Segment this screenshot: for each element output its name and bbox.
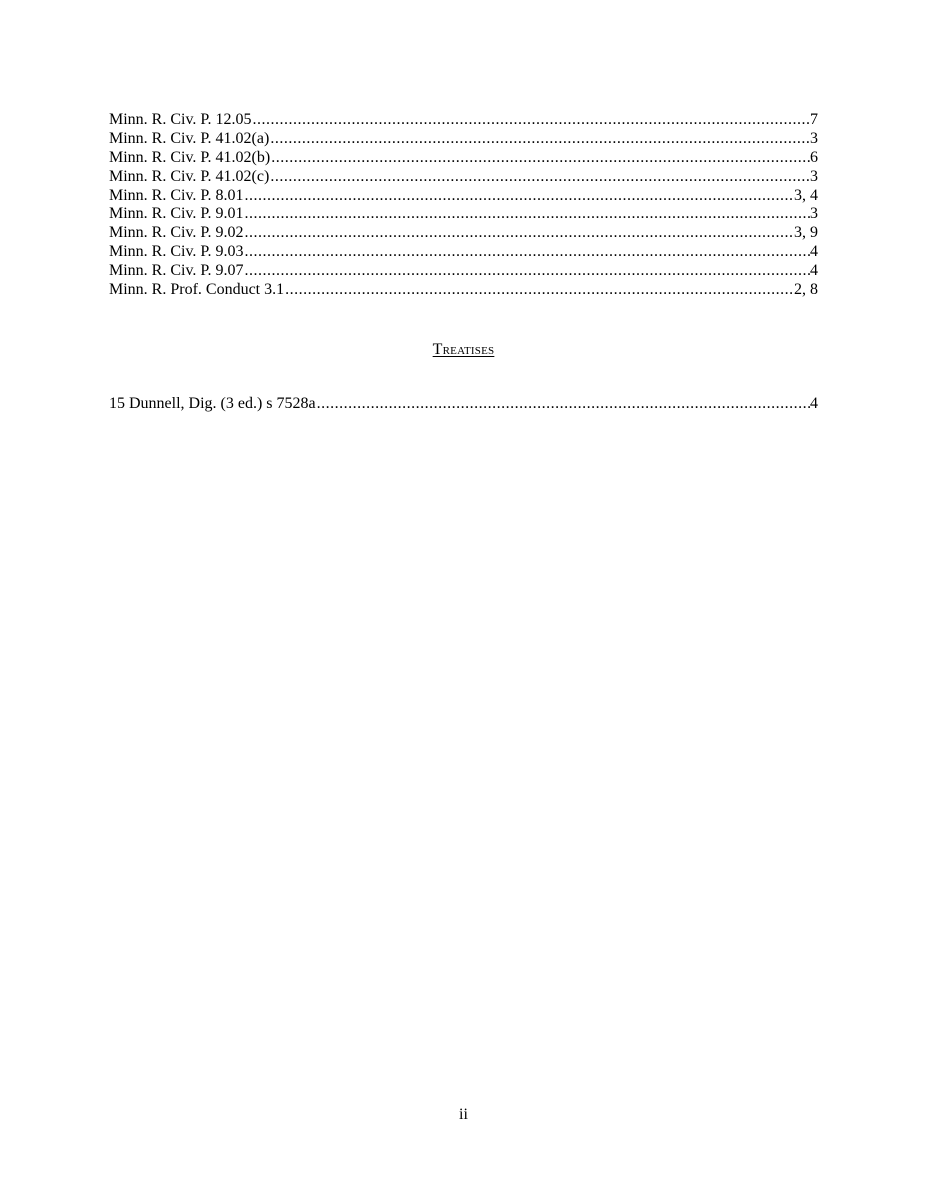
page-reference: 3	[810, 167, 818, 185]
toc-entry	[109, 168, 818, 187]
citation-label: Minn. R. Civ. P. 9.02	[109, 224, 244, 242]
dot-leader	[244, 224, 794, 243]
page-reference: 6	[810, 148, 818, 166]
toc-entry	[109, 243, 818, 262]
citation-label: Minn. R. Civ. P. 9.07	[109, 262, 244, 280]
section-heading-text: Treatises	[432, 341, 495, 358]
dot-leader	[316, 395, 810, 414]
treatises-authority-list	[109, 395, 818, 414]
toc-entry	[109, 187, 818, 206]
dot-leader	[244, 187, 794, 206]
page-reference: 7	[810, 111, 818, 128]
toc-entry	[109, 262, 818, 281]
dot-leader	[269, 168, 810, 187]
toc-entry	[109, 149, 818, 168]
page-number: ii	[459, 1106, 468, 1123]
citation-label: Minn. R. Civ. P. 9.01	[109, 205, 244, 223]
citation-label: Minn. R. Civ. P. 41.02(c)	[109, 167, 270, 185]
rules-authority-list	[109, 111, 818, 300]
dot-leader	[284, 281, 794, 300]
page-reference: 3, 4	[794, 186, 818, 204]
page-reference: 3	[810, 129, 818, 147]
toc-entry	[109, 205, 818, 224]
citation-label: 15 Dunnell, Dig. (3 ed.) s 7528a	[109, 395, 316, 412]
dot-leader	[244, 243, 810, 262]
dot-leader	[252, 111, 810, 130]
toc-entry	[109, 395, 818, 414]
citation-label: Minn. R. Civ. P. 8.01	[109, 186, 244, 204]
citation-label: Minn. R. Civ. P. 9.03	[109, 243, 244, 261]
dot-leader	[269, 130, 810, 149]
page-reference: 2, 8	[794, 281, 818, 299]
citation-label: Minn. R. Prof. Conduct 3.1	[109, 281, 285, 299]
page-reference: 4	[810, 262, 818, 280]
toc-entry	[109, 111, 818, 130]
citation-label: Minn. R. Civ. P. 12.05	[109, 111, 252, 128]
treatises-heading	[0, 340, 927, 360]
page-reference: 4	[810, 395, 818, 412]
toc-entry	[109, 130, 818, 149]
toc-entry	[109, 281, 818, 300]
citation-label: Minn. R. Civ. P. 41.02(a)	[109, 129, 270, 147]
page-reference: 3, 9	[794, 224, 818, 242]
page-reference: 4	[810, 243, 818, 261]
citation-label: Minn. R. Civ. P. 41.02(b)	[109, 148, 271, 166]
dot-leader	[244, 205, 810, 224]
dot-leader	[270, 149, 810, 168]
toc-entry	[109, 224, 818, 243]
page-reference: 3	[810, 205, 818, 223]
dot-leader	[244, 262, 810, 281]
